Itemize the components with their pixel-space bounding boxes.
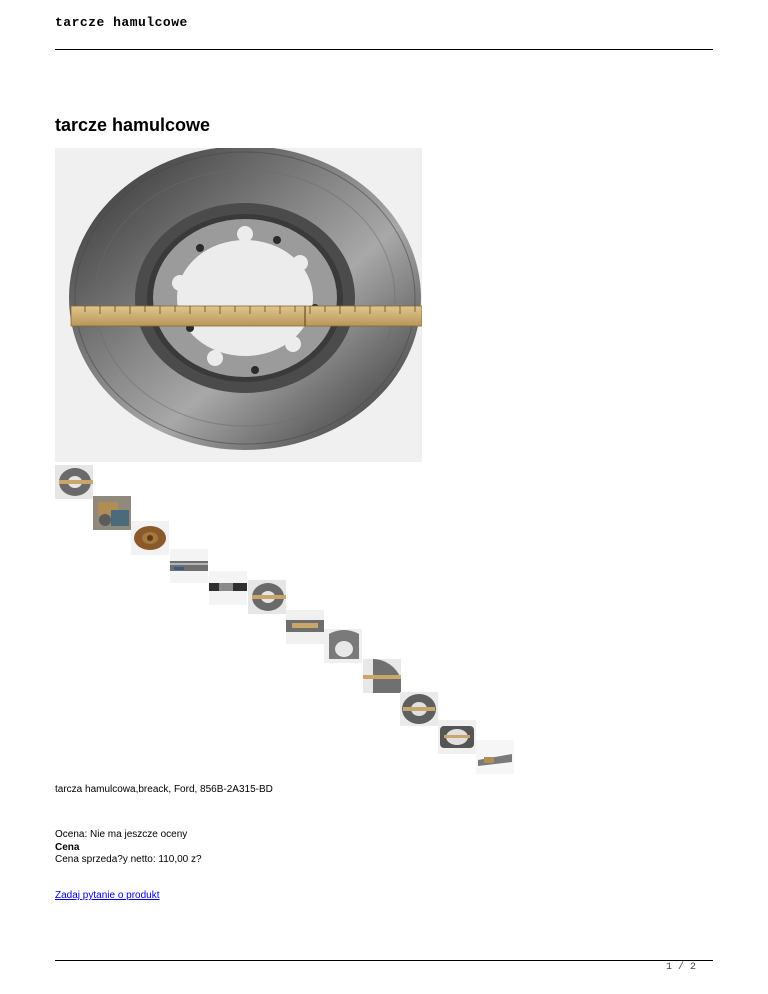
- page-number: 1 / 2: [665, 962, 696, 973]
- product-thumbnail[interactable]: [324, 629, 362, 663]
- product-thumbnail[interactable]: [131, 521, 169, 555]
- product-thumbnail[interactable]: [209, 571, 247, 605]
- product-thumbnail[interactable]: [438, 720, 476, 754]
- ask-question-link[interactable]: Zadaj pytanie o produkt: [55, 890, 160, 901]
- rating-text: Ocena: Nie ma jeszcze oceny: [55, 829, 188, 840]
- header-rule: [55, 49, 713, 50]
- footer-rule: [55, 960, 713, 961]
- product-photo[interactable]: [55, 148, 422, 462]
- product-description: tarcza hamulcowa,breack, Ford, 856B-2A315-BD: [55, 784, 273, 795]
- product-thumbnail[interactable]: [476, 740, 514, 774]
- net-price: Cena sprzeda?y netto: 110,00 z?: [55, 854, 202, 865]
- product-thumbnail[interactable]: [363, 659, 401, 693]
- product-thumbnail[interactable]: [170, 549, 208, 583]
- product-thumbnail[interactable]: [248, 580, 286, 614]
- product-thumbnail[interactable]: [400, 692, 438, 726]
- product-thumbnail[interactable]: [55, 465, 93, 499]
- header-title: tarcze hamulcowe: [55, 15, 188, 30]
- page-title: tarcze hamulcowe: [55, 115, 211, 135]
- product-thumbnail[interactable]: [93, 496, 131, 530]
- price-heading: Cena: [55, 842, 80, 853]
- product-thumbnail[interactable]: [286, 610, 324, 644]
